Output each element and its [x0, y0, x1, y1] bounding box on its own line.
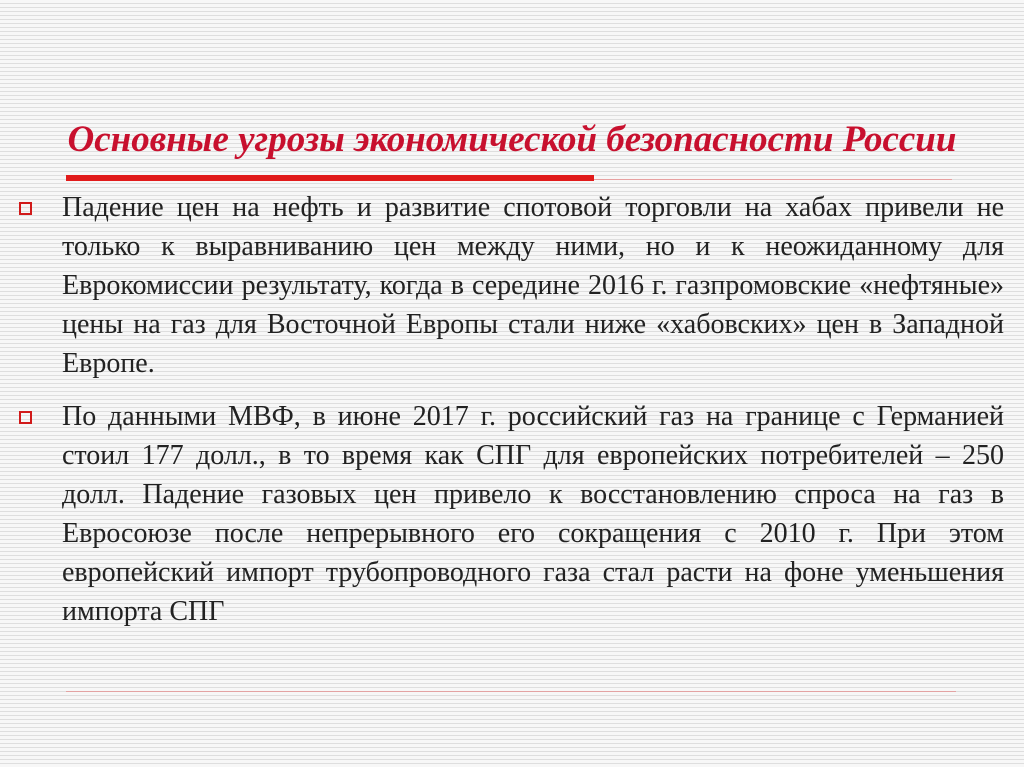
- bullet-text: Падение цен на нефть и развитие спотовой торговли на хабах привели не только к выравниванию цен между ними, но и к неожиданному для Еврокомиссии результату, когда в середине 2016 г. газпромовские «нефтяные» цены на газ для Восточной Европы стали ниже «хабовских» цен в Западной Европе.: [62, 192, 1004, 379]
- bullet-text: По данными МВФ, в июне 2017 г. российский газ на границе с Германией стоил 177 долл., в то время как СПГ для европейских потребителей – 250 долл. Падение газовых цен привело к восстановлению спроса на газ в Евросоюзе после непрерывного его сокращения с 2010 г. При этом европейский импорт трубопроводного газа стал расти на фоне уменьшения импорта СПГ: [62, 401, 1004, 627]
- bullet-item-imf-gas-prices: [14, 397, 1004, 631]
- hollow-square-icon: [19, 202, 32, 215]
- title-underline-thin: [594, 179, 952, 180]
- title-underline-accent: [66, 175, 594, 181]
- bullet-item-oil-prices: [14, 188, 1004, 383]
- bottom-divider: [66, 691, 956, 692]
- slide-title: Основные угрозы экономической безопасности России: [67, 119, 957, 160]
- bullet-list: [14, 188, 1004, 645]
- hollow-square-icon: [19, 411, 32, 424]
